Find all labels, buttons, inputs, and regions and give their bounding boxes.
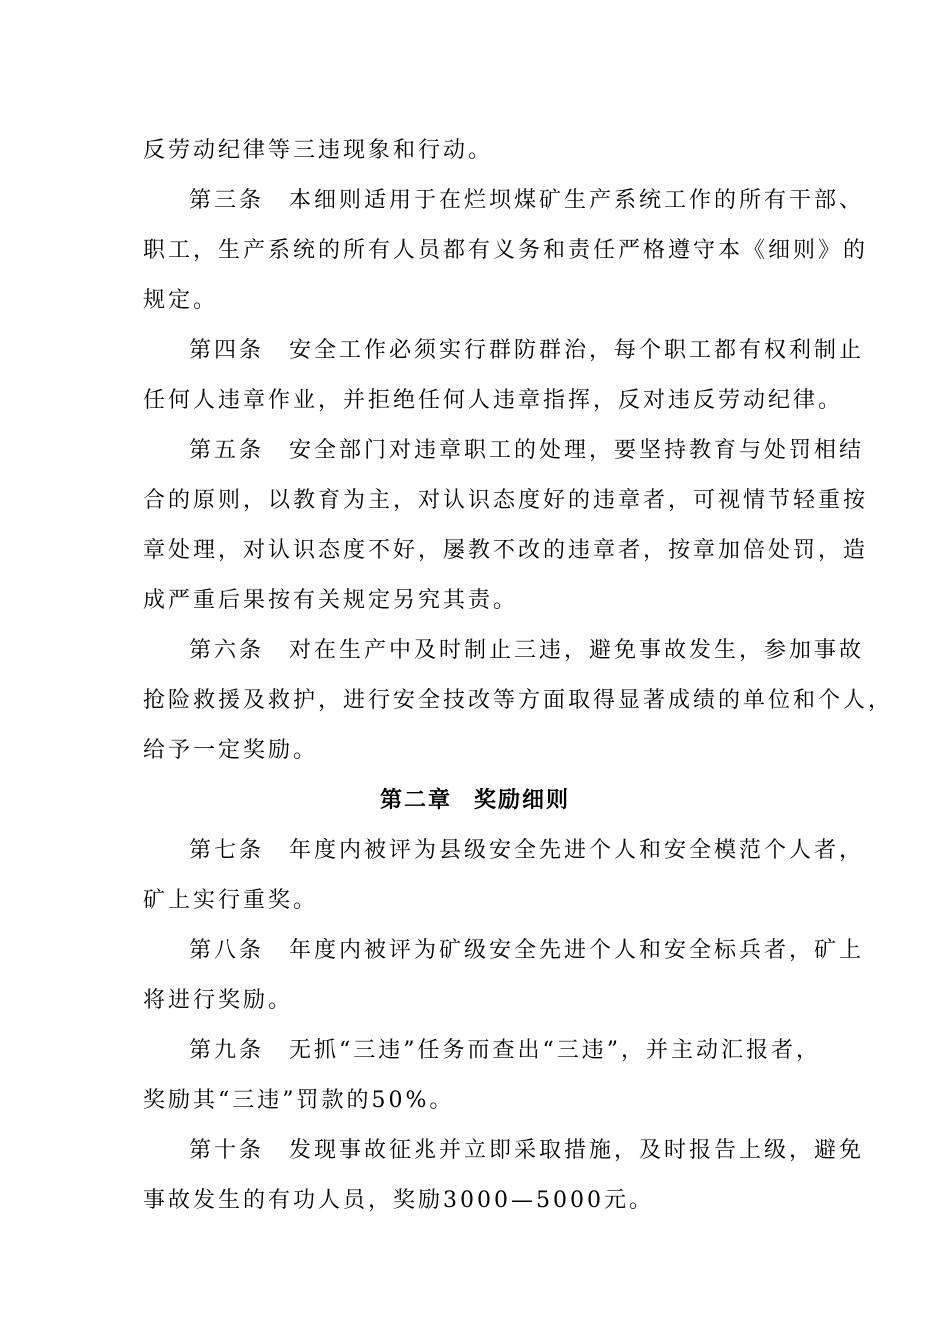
article-text: 对在生产中及时制止三违，避免事故发生，参加事故 <box>289 638 865 663</box>
article-10-line <box>189 1136 864 1166</box>
article-6-line <box>189 636 864 666</box>
chapter-number: 第二章 <box>379 788 452 813</box>
article-number: 第十条 <box>189 1138 265 1163</box>
article-text: 年度内被评为县级安全先进个人和安全模范个人者， <box>289 838 865 863</box>
article-8-line <box>189 936 864 966</box>
paragraph-line: 抢险救援及救护，进行安全技改等方面取得显著成绩的单位和个人， <box>143 688 894 713</box>
article-number: 第四条 <box>189 338 265 363</box>
article-text: 本细则适用于在烂坝煤矿生产系统工作的所有干部、 <box>289 188 865 213</box>
paragraph-line: 奖励其“三违”罚款的50%。 <box>143 1088 455 1113</box>
article-text: 安全工作必须实行群防群治，每个职工都有权利制止 <box>289 338 865 363</box>
article-number: 第三条 <box>189 188 265 213</box>
paragraph-line: 章处理，对认识态度不好，屡教不改的违章者，按章加倍处罚，造 <box>143 538 869 563</box>
chapter-heading <box>0 786 950 816</box>
paragraph-line: 矿上实行重奖。 <box>143 888 319 913</box>
paragraph-line: 给予一定奖励。 <box>143 738 319 763</box>
article-text: 安全部门对违章职工的处理，要坚持教育与处罚相结 <box>289 438 865 463</box>
paragraph-line: 事故发生的有功人员，奖励3000—5000元。 <box>143 1188 654 1213</box>
article-3-line <box>189 186 864 216</box>
paragraph-line: 规定。 <box>143 288 219 313</box>
paragraph-line: 成严重后果按有关规定另究其责。 <box>143 588 519 613</box>
article-text: 发现事故征兆并立即采取措施，及时报告上级，避免 <box>289 1138 865 1163</box>
article-text: 无抓“三违”任务而查出“三违”，并主动汇报者， <box>289 1038 821 1063</box>
paragraph-line: 合的原则，以教育为主，对认识态度好的违章者，可视情节轻重按 <box>143 488 869 513</box>
article-4-line <box>189 336 864 366</box>
paragraph-line: 任何人违章作业，并拒绝任何人违章指挥，反对违反劳动纪律。 <box>143 388 844 413</box>
article-number: 第九条 <box>189 1038 265 1063</box>
article-number: 第七条 <box>189 838 265 863</box>
paragraph-line: 职工，生产系统的所有人员都有义务和责任严格遵守本《细则》的 <box>143 238 869 263</box>
article-number: 第六条 <box>189 638 265 663</box>
article-9-line <box>189 1036 821 1066</box>
paragraph-line: 将进行奖励。 <box>143 988 294 1013</box>
article-5-line <box>189 436 864 466</box>
article-text: 年度内被评为矿级安全先进个人和安全标兵者，矿上 <box>289 938 865 963</box>
chapter-title: 奖励细则 <box>474 788 571 813</box>
article-number: 第八条 <box>189 938 265 963</box>
article-7-line <box>189 836 864 866</box>
paragraph-line: 反劳动纪律等三违现象和行动。 <box>143 138 494 163</box>
article-number: 第五条 <box>189 438 265 463</box>
